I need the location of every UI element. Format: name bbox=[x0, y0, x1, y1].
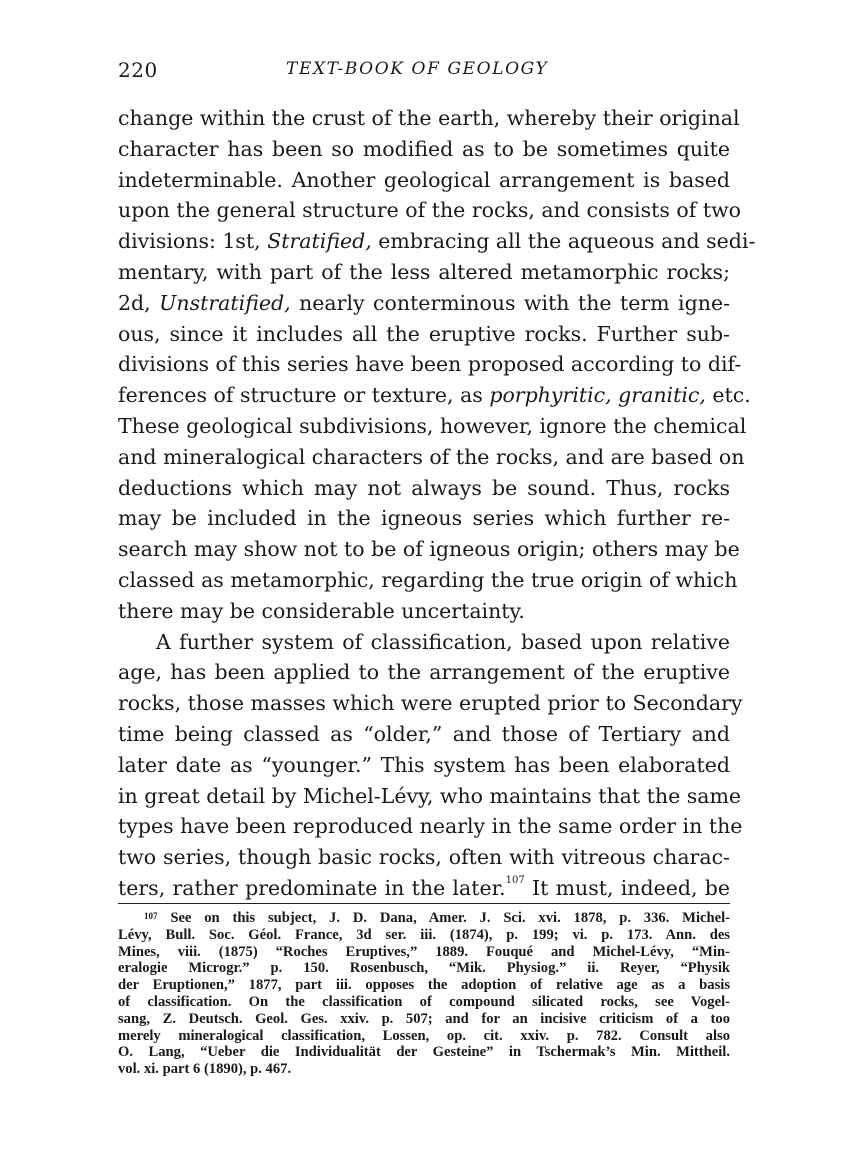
text-line: change within the crust of the earth, whereby their original bbox=[118, 106, 740, 130]
footnote-line: sang, Z. Deutsch. Geol. Ges. xxiv. p. 507; and for an incisive criticism of a too bbox=[118, 1010, 730, 1027]
text-line: character has been so modified as to be sometimes quite bbox=[118, 136, 730, 161]
text-line: upon the general structure of the rocks, and consists of two bbox=[118, 198, 741, 223]
footnote-line: $^{107}$ See on this subject, J. D. Dana, Amer. J. Sci. xvi. 1878, p. 336. Michel- bbox=[144, 910, 730, 926]
footnote-line: merely mineralogical classification, Lossen, op. cit. xxiv. p. 782. Consult also bbox=[118, 1027, 730, 1044]
footnote-line: Lévy, Bull. Soc. Géol. France, 3d ser. iii. (1874), p. 199; vi. p. 173. Ann. des bbox=[118, 926, 730, 943]
running-head: TEXT-BOOK OF GEOLOGY bbox=[286, 59, 549, 79]
text-line: two series, though basic rocks, often with vitreous charac- bbox=[118, 845, 730, 870]
text-line: rocks, those masses which were erupted prior to Secondary bbox=[118, 691, 743, 716]
body-text bbox=[118, 103, 756, 904]
text-line: types have been reproduced nearly in the same order in the bbox=[118, 814, 743, 839]
italic-term: Stratified, bbox=[267, 229, 372, 254]
page-header bbox=[118, 58, 730, 88]
text-line: 2d, Unstratified, nearly conterminous with the term igne- bbox=[118, 290, 730, 315]
italic-term: porphyritic, granitic, bbox=[489, 383, 706, 408]
footnote-line: Mines, viii. (1875) “Roches Eruptives,” 1889. Fouqué and Michel-Lévy, “Min- bbox=[118, 943, 730, 960]
footnote-line: eralogie Microgr.” p. 150. Rosenbusch, “Mik. Physiog.” ii. Reyer, “Physik bbox=[118, 960, 730, 977]
text-line: later date as “younger.” This system has been elaborated bbox=[118, 752, 730, 777]
footnote-line: vol. xi. part 6 (1890), p. 467. bbox=[118, 1061, 292, 1078]
text-line: classed as metamorphic, regarding the true origin of which bbox=[118, 567, 738, 592]
footnote-line: der Eruptionen,” 1877, part iii. opposes the adoption of relative age as a basis bbox=[118, 977, 730, 994]
footnotes bbox=[118, 910, 730, 1078]
text-line: and mineralogical characters of the rocks, and are based on bbox=[118, 444, 745, 469]
footnote-divider bbox=[118, 903, 730, 904]
text-line: age, has been applied to the arrangement of the eruptive bbox=[118, 660, 730, 685]
text-line: A further system of classification, based upon relative bbox=[156, 629, 730, 654]
footnote-reference: 107 bbox=[505, 874, 525, 886]
text-line: there may be considerable uncertainty. bbox=[118, 598, 525, 623]
text-line: time being classed as “older,” and those of Tertiary and bbox=[118, 721, 730, 746]
text-line: ous, since it includes all the eruptive rocks. Further sub- bbox=[118, 321, 730, 346]
text-line: ferences of structure or texture, as porphyritic, granitic, etc. bbox=[118, 383, 751, 408]
text-line: divisions: 1st, Stratified, embracing all the aqueous and sedi- bbox=[118, 229, 756, 254]
italic-term: Unstratified, bbox=[159, 290, 291, 315]
text-line: mentary, with part of the less altered metamorphic rocks; bbox=[118, 259, 730, 284]
footnote-line: of classification. On the classification of compound silicated rocks, see Vogel- bbox=[118, 993, 730, 1010]
text-line: ters, rather predominate in the later.$^{107}$ It must, indeed, be bbox=[118, 874, 730, 900]
footnote-reference: 107 bbox=[144, 911, 158, 921]
text-line: divisions of this series have been proposed according to dif- bbox=[118, 352, 742, 377]
text-line: in great detail by Michel-Lévy, who maintains that the same bbox=[118, 783, 742, 808]
text-line: may be included in the igneous series which further re- bbox=[118, 506, 730, 531]
page-number: 220 bbox=[118, 58, 158, 82]
text-line: These geological subdivisions, however, ignore the chemical bbox=[118, 413, 747, 438]
footnote-line: O. Lang, “Ueber die Individualität der Gesteine” in Tschermak’s Min. Mittheil. bbox=[118, 1044, 730, 1061]
text-line: search may show not to be of igneous origin; others may be bbox=[118, 537, 740, 562]
text-line: indeterminable. Another geological arrangement is based bbox=[118, 167, 730, 192]
text-line: deductions which may not always be sound. Thus, rocks bbox=[118, 475, 730, 500]
